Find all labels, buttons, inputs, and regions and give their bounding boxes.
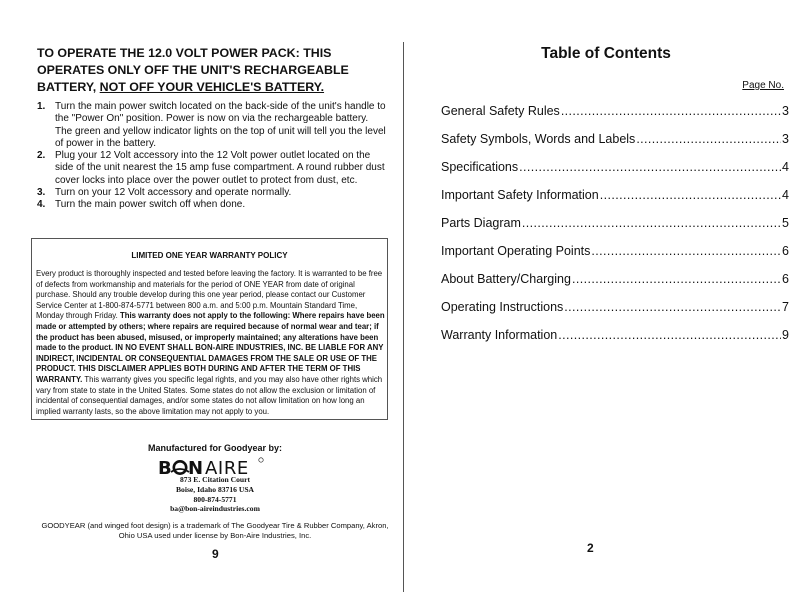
manufactured-for: Manufactured for Goodyear by: xyxy=(147,443,282,453)
toc-leader xyxy=(572,272,781,286)
toc-label: Parts Diagram xyxy=(441,216,521,230)
toc-label: Important Safety Information xyxy=(441,188,599,202)
heading-line-3-start: BATTERY, xyxy=(37,80,100,94)
page-number-left: 9 xyxy=(212,547,219,561)
address-phone: 800-874-5771 xyxy=(193,494,237,504)
toc-page: 4 xyxy=(782,160,789,174)
toc-label: Specifications xyxy=(441,160,519,174)
toc-page: 3 xyxy=(782,104,789,118)
warranty-body xyxy=(36,269,385,417)
toc-entry[interactable] xyxy=(441,132,789,160)
toc-leader xyxy=(564,300,781,314)
trademark-notice: GOODYEAR (and winged foot design) is a trademark of The Goodyear Tire & Rubber Company, Akron, Ohio USA used under license by Bon-Aire Industries, Inc. xyxy=(41,521,389,541)
warranty-text-closing: This warranty gives you specific legal rights, and you may also have other rights which vary from state to state in the United States. Some states do not allow the exclusion or limitation of incidental of consequential damages, and/or some states do not allow limitation on how long an implied warranty lasts, so the above limitation may not apply to you. xyxy=(36,374,383,416)
toc-entry[interactable] xyxy=(441,160,789,188)
toc-entry[interactable] xyxy=(441,328,789,356)
toc-leader xyxy=(522,216,781,230)
step-text: Turn the main power switch located on the back-side of the unit's handle to the "Power On" position. Power is now on via the rechargeable battery. The green and yellow indicator lights on the top of unit will tell you the level of power in the battery. xyxy=(55,101,386,149)
step-number: 2. xyxy=(37,150,46,162)
svg-text:N: N xyxy=(188,458,204,478)
toc-label: General Safety Rules xyxy=(441,104,560,118)
heading-underlined-text: NOT OFF YOUR VEHICLE'S BATTERY. xyxy=(99,80,325,94)
toc-leader xyxy=(591,244,781,258)
toc-page: 5 xyxy=(782,216,789,230)
toc-leader xyxy=(561,104,781,118)
address-city: Boise, Idaho 83716 USA xyxy=(175,484,255,494)
warranty-box xyxy=(31,238,388,420)
toc-page: 6 xyxy=(782,272,789,286)
warranty-title: LIMITED ONE YEAR WARRANTY POLICY xyxy=(131,251,288,260)
toc-label: Safety Symbols, Words and Labels xyxy=(441,132,636,146)
address-email: ba@bon-aireindustries.com xyxy=(170,504,260,514)
toc-leader xyxy=(636,132,781,146)
toc-entry[interactable] xyxy=(441,272,789,300)
warranty-text-intro: Every product is thoroughly inspected and tested before leaving the factory. It is warranted to be free of defects from workmanship and materials for the period of ONE YEAR from date of original purchase. Should any trouble develop during this one year period, please contact our Customer Service Center at 1-800-874-5771 between 800 a.m. and 5:00 p.m. Mountain Standard Time, Monday through Friday. xyxy=(36,269,383,321)
toc-title: Table of Contents xyxy=(541,45,671,62)
step-text: Turn on your 12 Volt accessory and operate normally. xyxy=(55,187,292,199)
toc-label: About Battery/Charging xyxy=(441,272,571,286)
toc-entry[interactable] xyxy=(441,300,789,328)
page-number-right: 2 xyxy=(587,541,594,555)
toc-list xyxy=(441,104,789,356)
step-number: 4. xyxy=(37,199,46,211)
heading-line-3 xyxy=(37,79,387,96)
toc-leader xyxy=(600,188,781,202)
toc-entry[interactable] xyxy=(441,104,789,132)
toc-entry[interactable] xyxy=(441,244,789,272)
address-street: 873 E. Citation Court xyxy=(179,475,251,484)
operation-steps xyxy=(37,101,387,212)
toc-page: 9 xyxy=(782,328,789,342)
heading-line-2: OPERATES ONLY OFF THE UNIT'S RECHARGEABLE xyxy=(37,63,349,77)
step-item xyxy=(37,150,387,187)
step-number: 1. xyxy=(37,101,46,112)
step-item xyxy=(37,101,387,150)
step-item xyxy=(37,187,387,199)
toc-label: Operating Instructions xyxy=(441,300,564,314)
toc-label: Warranty Information xyxy=(441,328,558,342)
toc-leader xyxy=(558,328,781,342)
toc-label: Important Operating Points xyxy=(441,244,591,258)
step-number: 3. xyxy=(37,187,46,199)
heading-line-1: TO OPERATE THE 12.0 VOLT POWER PACK: THIS xyxy=(37,46,332,60)
svg-text:B: B xyxy=(158,458,173,478)
svg-text:AIRE: AIRE xyxy=(205,458,249,478)
toc-leader xyxy=(519,160,781,174)
toc-page: 4 xyxy=(782,188,789,202)
manufacturer-address xyxy=(110,475,320,514)
step-item xyxy=(37,199,387,211)
warranty-text-bold: This warranty does not apply to the following: Where repairs have been made or attempted by others; where repairs are required because of normal wear and tear; if the product has been abused, misused, or improperly maintained; any alterations have been made to the product. IN NO EVENT SHALL BON-AIRE INDUSTRIES, INC. BE LIABLE FOR ANY INDIRECT, INCIDENTAL OR CONSEQUENTIAL DAMAGES FROM THE SALE OR USE OF THE PRODUCT. THIS DISCLAIMER APPLIES BOTH DURING AND AFTER THE TERM OF THIS WARRANTY. xyxy=(36,311,385,384)
toc-page: 3 xyxy=(782,132,789,146)
toc-page: 6 xyxy=(782,244,789,258)
step-text: Turn the main power switch off when done. xyxy=(55,199,246,211)
step-text: Plug your 12 Volt accessory into the 12 Volt power outlet located on the side of the unit nearest the 15 amp fuse compartment. A round rubber dust cover locks into place over the power outlet to protect from dust, etc. xyxy=(55,150,385,186)
page-no-label: Page No. xyxy=(742,80,784,91)
toc-entry[interactable] xyxy=(441,216,789,244)
toc-page: 7 xyxy=(782,300,789,314)
toc-entry[interactable] xyxy=(441,188,789,216)
right-page xyxy=(404,0,808,615)
operation-heading xyxy=(37,45,387,96)
